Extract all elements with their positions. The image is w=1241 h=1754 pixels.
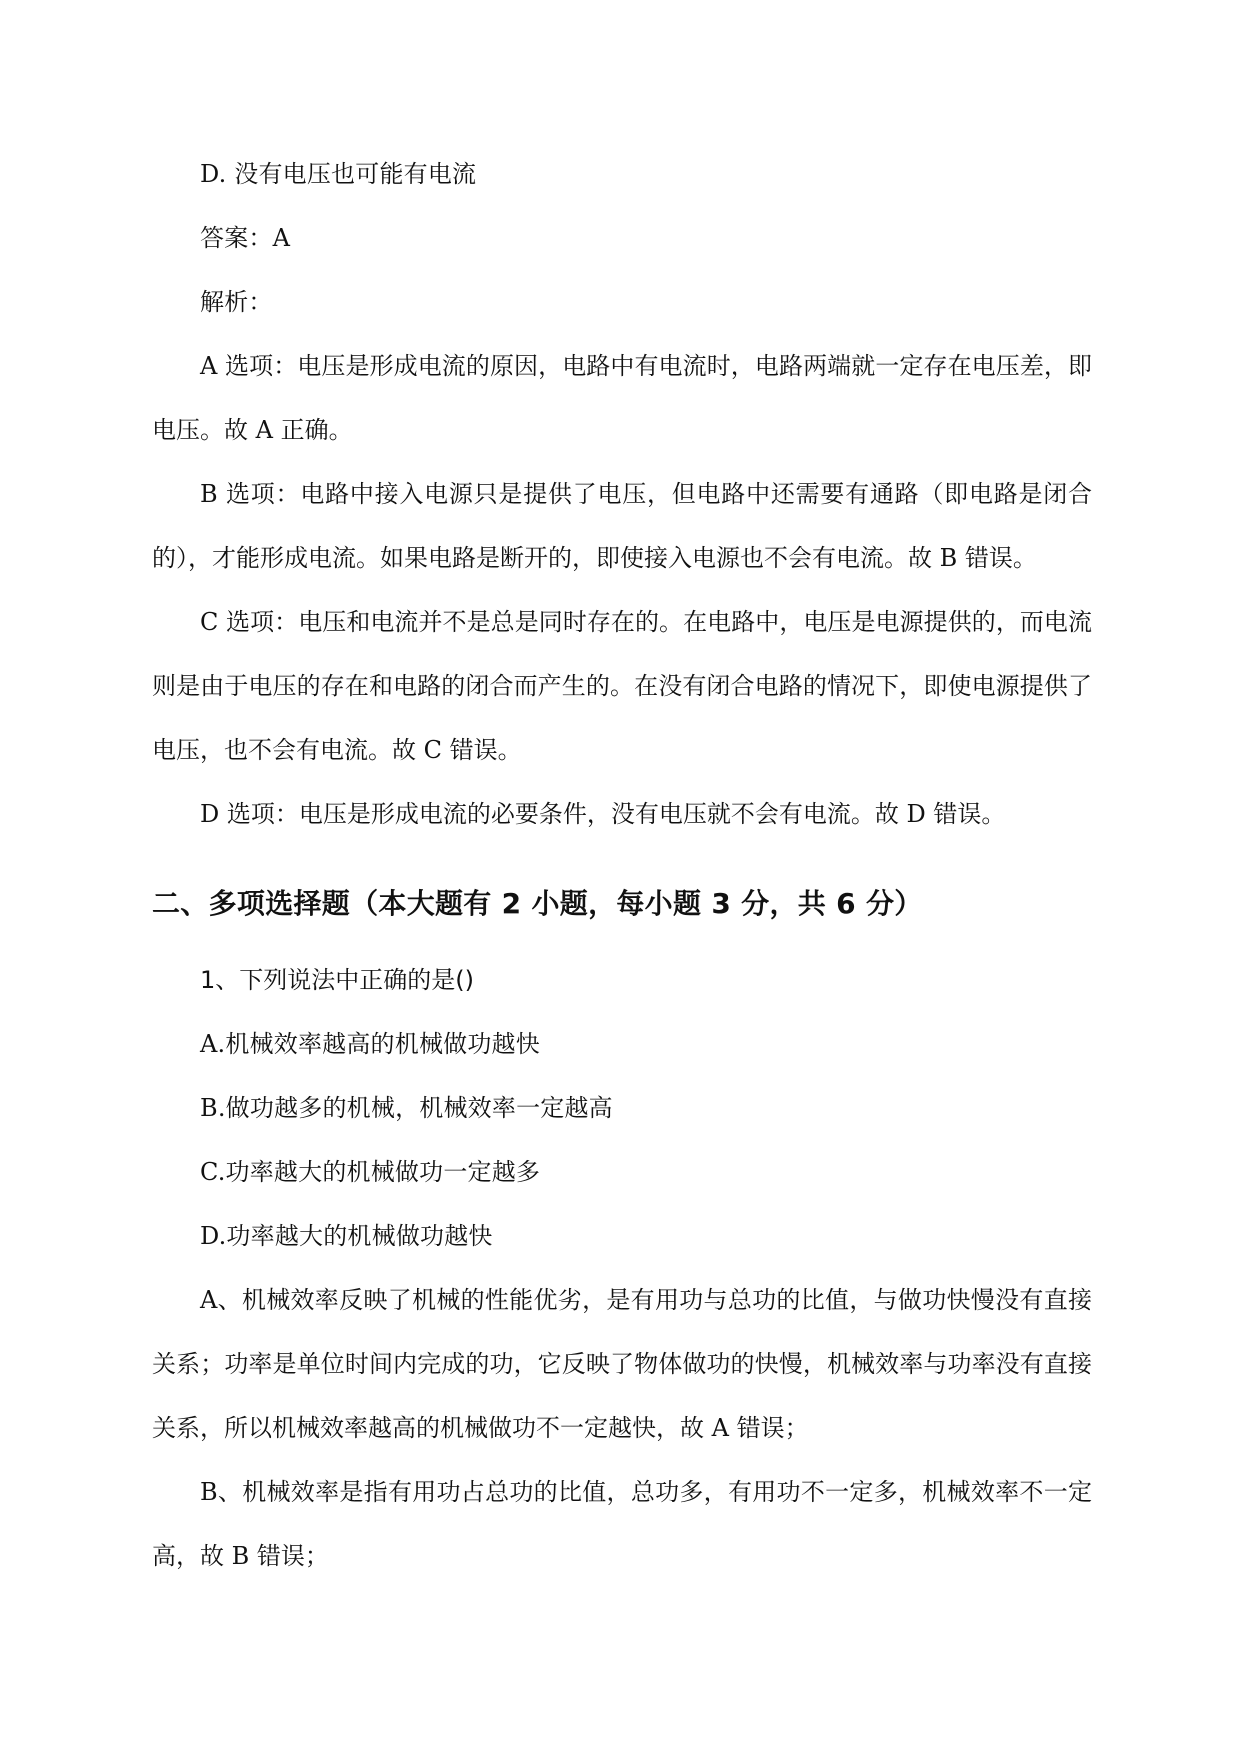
prev-analysis-label: 解析： (200, 288, 273, 316)
question-option-a: A.机械效率越高的机械做功越快 (200, 1030, 540, 1058)
question-analysis-b: B、机械效率是指有用功占总功的比值，总功多，有用功不一定多，机械效率不一定高，故 B 错误； (152, 1478, 1092, 1570)
prev-analysis-b: B 选项：电路中接入电源只是提供了电压，但电路中还需要有通路（即电路是闭合的），才能形成电流。如果电路是断开的，即使接入电源也不会有电流。故 B 错误。 (152, 480, 1092, 572)
question-stem: 1、下列说法中正确的是() (200, 966, 474, 994)
prev-analysis-a: A 选项：电压是形成电流的原因，电路中有电流时，电路两端就一定存在电压差，即电压。故 A 正确。 (152, 352, 1092, 444)
question-analysis-a: A、机械效率反映了机械的性能优劣，是有用功与总功的比值，与做功快慢没有直接关系；功率是单位时间内完成的功，它反映了物体做功的快慢，机械效率与功率没有直接关系，所以机械效率越高的机械做功不一定越快，故 A 错误； (152, 1286, 1092, 1442)
prev-answer: 答案：A (200, 224, 291, 252)
section-heading: 二、多项选择题（本大题有 2 小题，每小题 3 分，共 6 分） (152, 887, 923, 920)
prev-option-d: D. 没有电压也可能有电流 (200, 160, 477, 188)
question-option-b: B.做功越多的机械，机械效率一定越高 (200, 1094, 613, 1122)
page-content (152, 142, 1092, 1588)
prev-analysis-c: C 选项：电压和电流并不是总是同时存在的。在电路中，电压是电源提供的，而电流则是由于电压的存在和电路的闭合而产生的。在没有闭合电路的情况下，即使电源提供了电压，也不会有电流。故 C 错误。 (152, 608, 1092, 764)
question-option-c: C.功率越大的机械做功一定越多 (200, 1158, 541, 1186)
prev-analysis-d: D 选项：电压是形成电流的必要条件，没有电压就不会有电流。故 D 错误。 (200, 800, 1006, 828)
question-option-d: D.功率越大的机械做功越快 (200, 1222, 493, 1250)
